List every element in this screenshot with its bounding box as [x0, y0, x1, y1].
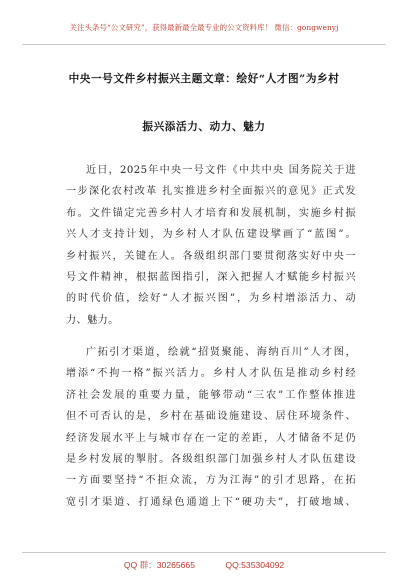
paragraph-1-line: 近日，2025年中央一号文件《中共中央 国务院关于进 [86, 165, 356, 176]
paragraph-1 [66, 160, 356, 331]
footer-qq-group: QQ 群：30265665 [123, 560, 195, 570]
paragraph-2-line: 济社会发展的重要力量，能够带动“三农”工作整体推进 [66, 389, 356, 401]
header-divider [22, 44, 386, 45]
footer-contact [0, 559, 408, 571]
paragraph-1-line: 布。文件锚定完善乡村人才培育和发展机制，实施乡村振 [66, 207, 356, 219]
paragraph-2-line: 增添“不拘一格”振兴活力。乡村人才队伍是推动乡村经 [66, 368, 356, 380]
document-title-line-2: 振兴添活力、动力、魅力 [142, 121, 266, 133]
paragraph-1-line: 的时代价值，绘好“人才振兴图”，为乡村增添活力、动 [66, 293, 356, 305]
document-title-line-1: 中央一号文件乡村振兴主题文章：绘好“人才图”为乡村 [68, 73, 340, 85]
header-banner: 关注头条号“公文研究”，获得最新最全最专业的公文资料库！ 微信：gongwenyj [69, 23, 339, 32]
paragraph-1-line: 兴人才支持计划，为乡村人才队伍建设擘画了“蓝图”。 [66, 229, 356, 241]
paragraph-2-line: 广拓引才渠道，绘就“招贤聚能、海纳百川”人才图， [86, 347, 356, 358]
paragraph-1-line: 乡村振兴，关键在人。各级组织部门要贯彻落实好中央一 [66, 250, 356, 262]
footer-qq-number: QQ:535304092 [225, 560, 285, 570]
footer-divider [22, 552, 386, 553]
paragraph-1-line: 号文件精神，根据蓝图指引，深入把握人才赋能乡村振兴 [66, 272, 356, 284]
paragraph-2-line: 经济发展水平上与城市存在一定的差距，人才储备不足仍 [66, 432, 356, 444]
paragraph-2-line: 一方面要坚持“不拒众流，方为江海”的引才思路，在拓 [66, 475, 356, 487]
paragraph-2-line: 宽引才渠道、打通绿色通道上下“硬功夫”，打破地域、 [66, 496, 356, 508]
paragraph-2-line: 但不可否认的是，乡村在基础设施建设、居住环境条件、 [66, 411, 356, 423]
paragraph-1-line: 力、魅力。 [66, 314, 119, 326]
paragraph-1-line: 一步深化农村改革 扎实推进乡村全面振兴的意见》正式发 [66, 186, 356, 198]
paragraph-2 [66, 342, 356, 513]
paragraph-2-line: 是乡村发展的掣肘。各级组织部门加强乡村人才队伍建设 [66, 454, 356, 466]
